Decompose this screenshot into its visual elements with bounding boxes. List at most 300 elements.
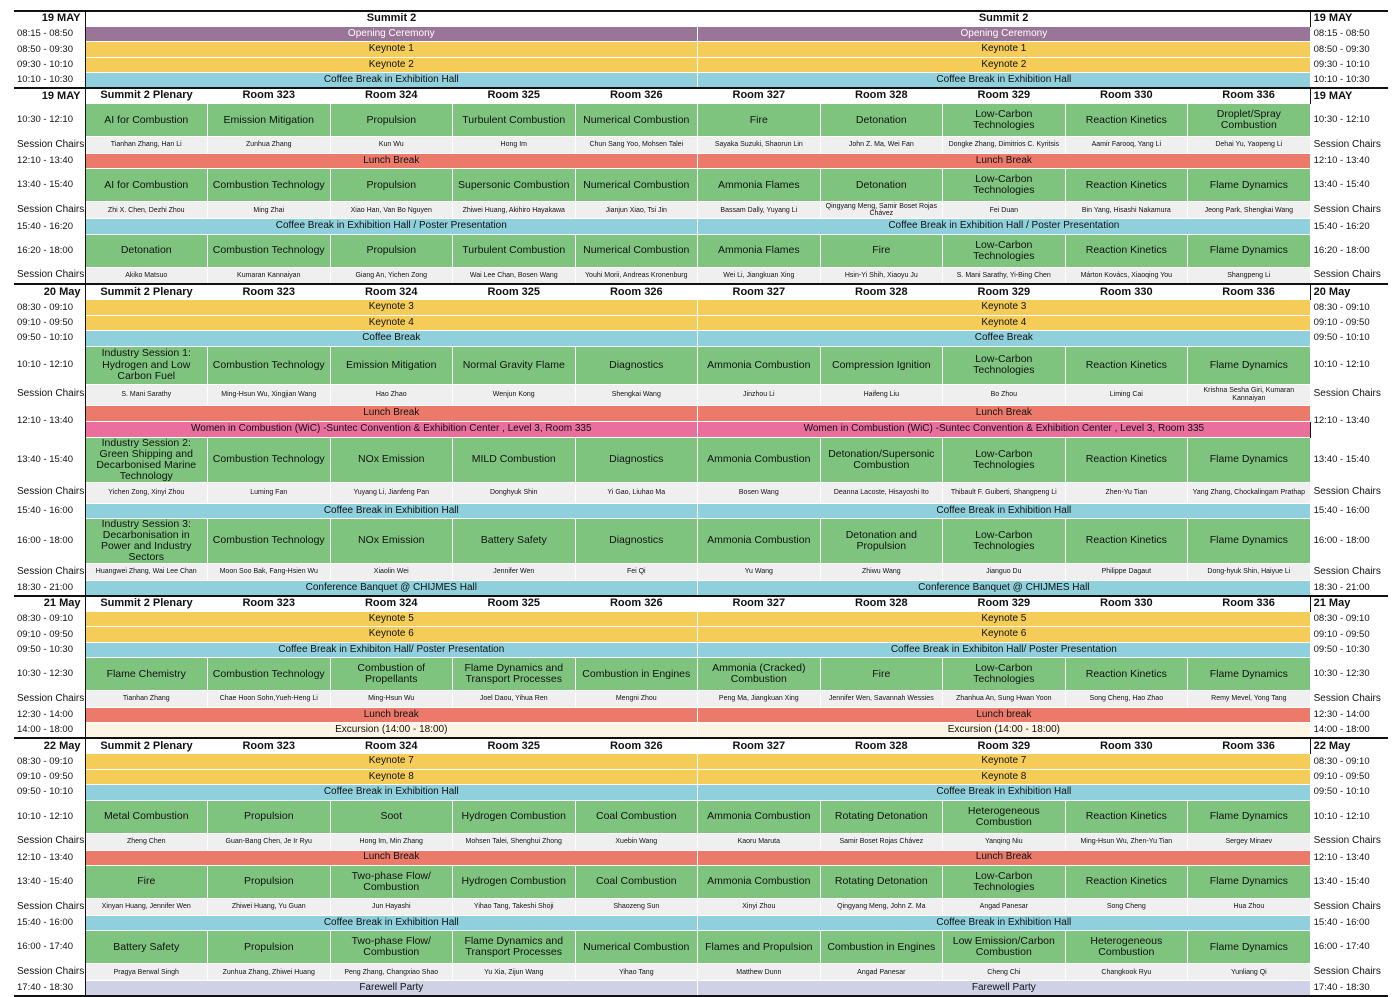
session-chairs-row xyxy=(14,267,1388,284)
session-cell[interactable]: Normal Gravity Flame xyxy=(453,346,576,384)
event-banner: Keynote 4 xyxy=(698,315,1311,330)
time-label-right: 12:10 - 13:40 xyxy=(1310,850,1388,865)
event-banner: Lunch break xyxy=(698,708,1311,723)
session-cell[interactable]: Numerical Combustion xyxy=(575,931,698,964)
time-label: 10:10 - 12:10 xyxy=(14,346,85,384)
session-cell[interactable]: NOx Emission xyxy=(330,518,453,563)
session-chair-names: Bo Zhou xyxy=(943,384,1066,405)
session-cell[interactable]: Emission Mitigation xyxy=(330,346,453,384)
time-label: 09:30 - 10:10 xyxy=(14,57,85,72)
session-chair-names: Kumaran Kannaiyan xyxy=(208,267,331,284)
time-label: Session Chairs xyxy=(14,964,85,981)
session-cell[interactable]: Hydrogen Combustion xyxy=(453,800,576,833)
event-banner: Keynote 8 xyxy=(85,769,698,784)
session-cell[interactable]: Ammonia Combustion xyxy=(698,518,821,563)
column-header: Room 325 xyxy=(453,284,576,300)
session-chair-names: Ming Zhai xyxy=(208,202,331,219)
session-cell[interactable]: Propulsion xyxy=(330,104,453,137)
time-label: Session Chairs xyxy=(14,691,85,708)
session-cell[interactable]: Industry Session 1: Hydrogen and Low Carbon Fuel xyxy=(85,346,208,384)
time-label: 10:10 - 12:10 xyxy=(14,800,85,833)
session-cell[interactable]: Ammonia Flames xyxy=(698,169,821,202)
time-label-right: 15:40 - 16:20 xyxy=(1310,219,1388,234)
session-cell[interactable]: Ammonia Combustion xyxy=(698,865,821,898)
time-label: 16:00 - 17:40 xyxy=(14,931,85,964)
session-cell[interactable]: Soot xyxy=(330,800,453,833)
session-chair-names: Sayaka Suzuki, Shaorun Lin xyxy=(698,137,821,154)
time-label-right: 08:15 - 08:50 xyxy=(1310,27,1388,42)
time-label: 09:50 - 10:30 xyxy=(14,642,85,657)
session-chair-names: Sergey Minaev xyxy=(1188,833,1311,850)
session-cell[interactable]: Low-Carbon Technologies xyxy=(943,437,1066,482)
session-cell[interactable]: Reaction Kinetics xyxy=(1065,346,1188,384)
session-chair-names: Tianhan Zhang xyxy=(85,691,208,708)
time-label-right: 18:30 - 21:00 xyxy=(1310,581,1388,596)
column-header: Room 328 xyxy=(820,596,943,612)
column-header: Room 329 xyxy=(943,284,1066,300)
session-chair-names: Matthew Dunn xyxy=(698,964,821,981)
session-chair-names: Jun Hayashi xyxy=(330,898,453,915)
time-label: Session Chairs xyxy=(14,482,85,503)
session-chair-names: Wenjun Kong xyxy=(453,384,576,405)
schedule-row xyxy=(14,785,1388,800)
session-cell[interactable]: Detonation xyxy=(85,234,208,267)
session-cell[interactable]: Ammonia Combustion xyxy=(698,437,821,482)
session-chair-names: Shangpeng Li xyxy=(1188,267,1311,284)
session-chair-names: Zhanhua An, Sung Hwan Yoon xyxy=(943,691,1066,708)
session-chair-names: Dehai Yu, Yaopeng Li xyxy=(1188,137,1311,154)
time-label-right: 08:50 - 09:30 xyxy=(1310,42,1388,57)
time-label: 09:50 - 10:10 xyxy=(14,785,85,800)
session-cell[interactable]: Two-phase Flow/ Combustion xyxy=(330,865,453,898)
schedule-row xyxy=(14,42,1388,57)
session-cell[interactable]: Flame Chemistry xyxy=(85,658,208,691)
event-banner: Keynote 5 xyxy=(698,611,1311,626)
time-label: 15:40 - 16:00 xyxy=(14,915,85,930)
event-banner: Lunch Break xyxy=(698,850,1311,865)
time-label: 13:40 - 15:40 xyxy=(14,169,85,202)
time-label: 14:00 - 18:00 xyxy=(14,723,85,738)
session-cell[interactable]: Reaction Kinetics xyxy=(1065,169,1188,202)
column-header: Room 329 xyxy=(943,88,1066,104)
time-label: 16:00 - 18:00 xyxy=(14,518,85,563)
session-chair-names: Kun Wu xyxy=(330,137,453,154)
time-label-right: 16:00 - 18:00 xyxy=(1310,518,1388,563)
session-cell[interactable]: Low-Carbon Technologies xyxy=(943,658,1066,691)
column-header: Summit 2 Plenary xyxy=(85,738,208,754)
session-cell[interactable]: Combustion in Engines xyxy=(820,931,943,964)
time-label: 08:50 - 09:30 xyxy=(14,42,85,57)
column-header: Room 325 xyxy=(453,738,576,754)
session-cell[interactable]: AI for Combustion xyxy=(85,169,208,202)
session-cell[interactable]: Heterogeneous Combustion xyxy=(1065,931,1188,964)
column-header: Room 336 xyxy=(1188,738,1311,754)
session-chair-names: Hong Im xyxy=(453,137,576,154)
session-cell[interactable]: Combustion Technology xyxy=(208,658,331,691)
session-cell[interactable]: Flame Dynamics xyxy=(1188,346,1311,384)
time-label: 13:40 - 15:40 xyxy=(14,437,85,482)
day-header-row xyxy=(14,88,1388,104)
session-cell[interactable]: Reaction Kinetics xyxy=(1065,104,1188,137)
time-label-right: 16:00 - 17:40 xyxy=(1310,931,1388,964)
session-cell[interactable]: Flame Dynamics xyxy=(1188,234,1311,267)
time-label-right: 13:40 - 15:40 xyxy=(1310,865,1388,898)
session-chair-names: Angad Panesar xyxy=(820,964,943,981)
time-label-right: 14:00 - 18:00 xyxy=(1310,723,1388,738)
summit-header: Summit 2 xyxy=(366,12,417,25)
session-cell[interactable]: Flames and Propulsion xyxy=(698,931,821,964)
session-cell[interactable]: Flame Dynamics xyxy=(1188,800,1311,833)
lunch-banner: Lunch Break xyxy=(85,405,698,421)
session-cell[interactable]: Combustion Technology xyxy=(208,437,331,482)
session-chair-names: Aamir Farooq, Yang Li xyxy=(1065,137,1188,154)
session-chair-names: Wei Li, Jiangkuan Xing xyxy=(698,267,821,284)
time-label-right: Session Chairs xyxy=(1310,964,1388,981)
time-label-right: Session Chairs xyxy=(1310,202,1388,219)
session-chair-names: Yu Xia, Zijun Wang xyxy=(453,964,576,981)
schedule-row xyxy=(14,915,1388,930)
session-cell[interactable]: Detonation/Supersonic Combustion xyxy=(820,437,943,482)
schedule-row xyxy=(14,769,1388,784)
time-label-right: 12:10 - 13:40 xyxy=(1310,154,1388,169)
session-chairs-row xyxy=(14,691,1388,708)
time-label: 18:30 - 21:00 xyxy=(14,581,85,596)
session-cell[interactable]: Propulsion xyxy=(330,169,453,202)
session-cell[interactable]: Ammonia Combustion xyxy=(698,800,821,833)
session-cell[interactable]: Detonation xyxy=(820,104,943,137)
session-chair-names: Yi Gao, Liuhao Ma xyxy=(575,482,698,503)
session-chair-names: Angad Panesar xyxy=(943,898,1066,915)
event-banner: Keynote 2 xyxy=(698,57,1311,72)
session-cell[interactable]: Hydrogen Combustion xyxy=(453,865,576,898)
time-label-right: 13:40 - 15:40 xyxy=(1310,169,1388,202)
event-banner: Coffee Break in Exhibition Hall xyxy=(85,73,698,88)
column-header: Room 327 xyxy=(698,738,821,754)
column-header: Summit 2 Plenary xyxy=(85,88,208,104)
time-label-right: 10:10 - 10:30 xyxy=(1310,73,1388,88)
session-cell[interactable]: Droplet/Spray Combustion xyxy=(1188,104,1311,137)
event-banner: Coffee Break in Exhibition Hall xyxy=(85,503,698,518)
day-label: 21 May xyxy=(14,596,85,612)
session-chair-names: Kaoru Maruta xyxy=(698,833,821,850)
session-chair-names: Haifeng Liu xyxy=(820,384,943,405)
time-label: 09:10 - 09:50 xyxy=(14,769,85,784)
session-cell[interactable]: Supersonic Combustion xyxy=(453,169,576,202)
event-banner: Coffee Break in Exhibition Hall xyxy=(85,915,698,930)
session-cell[interactable]: Coal Combustion xyxy=(575,865,698,898)
time-label-right: 08:30 - 09:10 xyxy=(1310,754,1388,769)
session-cell[interactable]: Low-Carbon Technologies xyxy=(943,518,1066,563)
event-banner: Keynote 5 xyxy=(85,611,698,626)
column-header: Room 330 xyxy=(1065,738,1188,754)
session-chair-names: Cheng Chi xyxy=(943,964,1066,981)
time-label: 15:40 - 16:00 xyxy=(14,503,85,518)
session-cell[interactable]: Fire xyxy=(85,865,208,898)
session-cell[interactable]: Diagnostics xyxy=(575,346,698,384)
session-cell[interactable]: Propulsion xyxy=(208,931,331,964)
time-label: 16:20 - 18:00 xyxy=(14,234,85,267)
time-label-right: 12:10 - 13:40 xyxy=(1310,405,1388,437)
session-cell[interactable]: Flame Dynamics xyxy=(1188,169,1311,202)
session-cell[interactable]: Turbulent Combustion xyxy=(453,234,576,267)
schedule-row xyxy=(14,346,1388,384)
session-chair-names: Zhiwei Huang, Akihiro Hayakawa xyxy=(453,202,576,219)
event-banner: Coffee Break xyxy=(698,331,1311,346)
session-chair-names: Hao Zhao xyxy=(330,384,453,405)
column-header: Room 323 xyxy=(208,596,331,612)
schedule-row xyxy=(14,169,1388,202)
session-chair-names: Deanna Lacoste, Hisayoshi Ito xyxy=(820,482,943,503)
session-chair-names: Zhen-Yu Tian xyxy=(1065,482,1188,503)
column-header: Room 323 xyxy=(208,738,331,754)
session-cell[interactable]: Detonation xyxy=(820,169,943,202)
schedule-row xyxy=(14,300,1388,315)
session-chair-names: Tianhan Zhang, Han Li xyxy=(85,137,208,154)
schedule-row xyxy=(14,219,1388,234)
column-header: Room 324 xyxy=(330,284,453,300)
session-cell[interactable]: Flame Dynamics xyxy=(1188,931,1311,964)
session-cell[interactable]: Metal Combustion xyxy=(85,800,208,833)
time-label-right: Session Chairs xyxy=(1310,691,1388,708)
session-cell[interactable]: Ammonia Combustion xyxy=(698,346,821,384)
schedule-row xyxy=(14,642,1388,657)
session-chair-names: Yihao Tang, Takeshi Shoji xyxy=(453,898,576,915)
session-cell[interactable]: Propulsion xyxy=(208,865,331,898)
event-banner: Lunch Break xyxy=(698,154,1311,169)
session-cell[interactable]: Ammonia Flames xyxy=(698,234,821,267)
time-label: Session Chairs xyxy=(14,564,85,581)
schedule-row xyxy=(14,234,1388,267)
column-header: Room 336 xyxy=(1188,88,1311,104)
event-banner: Keynote 7 xyxy=(698,754,1311,769)
session-cell[interactable]: Emission Mitigation xyxy=(208,104,331,137)
session-cell[interactable]: Compression Ignition xyxy=(820,346,943,384)
time-label-right: Session Chairs xyxy=(1310,267,1388,284)
session-cell[interactable]: Reaction Kinetics xyxy=(1065,234,1188,267)
time-label: 10:30 - 12:30 xyxy=(14,658,85,691)
session-cell[interactable]: Combustion Technology xyxy=(208,169,331,202)
session-chair-names: Hsin-Yi Shih, Xiaoyu Ju xyxy=(820,267,943,284)
session-chair-names: Krishna Sesha Giri, Kumaran Kannaiyan xyxy=(1188,384,1311,405)
session-cell[interactable]: Fire xyxy=(820,234,943,267)
time-label: Session Chairs xyxy=(14,267,85,284)
session-chairs-row xyxy=(14,564,1388,581)
schedule-row xyxy=(14,723,1388,738)
wic-row xyxy=(14,421,1388,437)
schedule-row xyxy=(14,754,1388,769)
session-chair-names: Márton Kovács, Xiaoqing You xyxy=(1065,267,1188,284)
session-cell[interactable]: Numerical Combustion xyxy=(575,104,698,137)
summit-header: Summit 2 xyxy=(978,12,1029,25)
session-cell[interactable]: Reaction Kinetics xyxy=(1065,518,1188,563)
time-label: Session Chairs xyxy=(14,898,85,915)
session-cell[interactable]: Diagnostics xyxy=(575,437,698,482)
event-banner: Lunch break xyxy=(85,708,698,723)
time-label-right: 10:30 - 12:30 xyxy=(1310,658,1388,691)
time-label-right: 08:30 - 09:10 xyxy=(1310,611,1388,626)
session-cell[interactable]: Low-Carbon Technologies xyxy=(943,865,1066,898)
session-cell[interactable]: Rotating Detonation xyxy=(820,800,943,833)
session-chair-names: Chun Sang Yoo, Mohsen Talei xyxy=(575,137,698,154)
session-cell[interactable]: Low-Carbon Technologies xyxy=(943,346,1066,384)
event-banner: Lunch Break xyxy=(85,154,698,169)
session-chair-names: Yang Zhang, Chockalingam Prathap xyxy=(1188,482,1311,503)
session-cell[interactable]: Fire xyxy=(698,104,821,137)
time-label: 12:10 - 13:40 xyxy=(14,405,85,437)
event-banner: Keynote 1 xyxy=(85,42,698,57)
day-header-row xyxy=(14,11,1388,27)
column-header: Room 325 xyxy=(453,596,576,612)
time-label: 08:30 - 09:10 xyxy=(14,300,85,315)
session-cell[interactable]: Diagnostics xyxy=(575,518,698,563)
event-banner: Excursion (14:00 - 18:00) xyxy=(85,723,698,738)
session-cell[interactable]: Industry Session 2: Green Shipping and Decarbonised Marine Technology xyxy=(85,437,208,482)
event-banner: Excursion (14:00 - 18:00) xyxy=(698,723,1311,738)
session-cell[interactable]: NOx Emission xyxy=(330,437,453,482)
schedule-row xyxy=(14,581,1388,596)
session-chair-names: Mohsen Talei, Shenghui Zhong xyxy=(453,833,576,850)
time-label-right: 09:10 - 09:50 xyxy=(1310,315,1388,330)
event-banner: Coffee Break in Exhibition Hall xyxy=(698,785,1311,800)
session-cell[interactable]: Flame Dynamics xyxy=(1188,518,1311,563)
session-chair-names: Giang An, Yichen Zong xyxy=(330,267,453,284)
session-cell[interactable]: Ammonia (Cracked) Combustion xyxy=(698,658,821,691)
schedule-row xyxy=(14,331,1388,346)
conference-schedule-table xyxy=(14,10,1388,997)
time-label: Session Chairs xyxy=(14,202,85,219)
session-cell[interactable]: MILD Combustion xyxy=(453,437,576,482)
session-cell[interactable]: Flame Dynamics and Transport Processes xyxy=(453,658,576,691)
event-banner: Coffee Break in Exhibition Hall xyxy=(698,915,1311,930)
session-chairs-row xyxy=(14,964,1388,981)
session-cell[interactable]: Turbulent Combustion xyxy=(453,104,576,137)
time-label: Session Chairs xyxy=(14,137,85,154)
schedule-row xyxy=(14,405,1388,421)
session-cell[interactable]: Flame Dynamics xyxy=(1188,437,1311,482)
session-cell[interactable]: Flame Dynamics xyxy=(1188,865,1311,898)
session-cell[interactable]: Numerical Combustion xyxy=(575,234,698,267)
session-chair-names: Yunliang Qi xyxy=(1188,964,1311,981)
session-cell[interactable]: Combustion Technology xyxy=(208,234,331,267)
session-cell[interactable]: Detonation and Propulsion xyxy=(820,518,943,563)
session-cell[interactable]: Propulsion xyxy=(208,800,331,833)
session-cell[interactable]: Combustion in Engines xyxy=(575,658,698,691)
schedule-row xyxy=(14,708,1388,723)
schedule-row xyxy=(14,104,1388,137)
session-chair-names: Qingyang Meng, John Z. Ma xyxy=(820,898,943,915)
column-header: Room 324 xyxy=(330,88,453,104)
schedule-row xyxy=(14,627,1388,642)
schedule-row xyxy=(14,658,1388,691)
session-chair-names: Peng Ma, Jiangkuan Xing xyxy=(698,691,821,708)
session-cell[interactable]: Battery Safety xyxy=(453,518,576,563)
column-header: Room 328 xyxy=(820,88,943,104)
session-chair-names: Jianjun Xiao, Tsi Jin xyxy=(575,202,698,219)
day-label-right: 19 MAY xyxy=(1310,11,1388,27)
schedule-row xyxy=(14,57,1388,72)
event-banner: Conference Banquet @ CHIJMES Hall xyxy=(85,581,698,596)
session-cell[interactable]: Fire xyxy=(820,658,943,691)
event-banner: Coffee Break in Exhibiton Hall/ Poster Presentation xyxy=(85,642,698,657)
session-cell[interactable]: Rotating Detonation xyxy=(820,865,943,898)
session-cell[interactable]: Industry Session 3: Decarbonisation in Power and Industry Sectors xyxy=(85,518,208,563)
session-cell[interactable]: Combustion of Propellants xyxy=(330,658,453,691)
session-cell[interactable]: Low-Carbon Technologies xyxy=(943,169,1066,202)
session-chair-names: Remy Mevel, Yong Tang xyxy=(1188,691,1311,708)
session-cell[interactable]: Flame Dynamics and Transport Processes xyxy=(453,931,576,964)
session-chair-names: Ming-Hsun Wu, Xingjian Wang xyxy=(208,384,331,405)
session-chair-names: Jennifer Wen xyxy=(453,564,576,581)
session-cell[interactable]: Reaction Kinetics xyxy=(1065,437,1188,482)
session-cell[interactable]: Two-phase Flow/ Combustion xyxy=(330,931,453,964)
session-chair-names: Wai Lee Chan, Bosen Wang xyxy=(453,267,576,284)
time-label: 08:30 - 09:10 xyxy=(14,754,85,769)
session-chair-names: Zhi X. Chen, Dezhi Zhou xyxy=(85,202,208,219)
column-header: Room 336 xyxy=(1188,284,1311,300)
time-label: 15:40 - 16:20 xyxy=(14,219,85,234)
event-banner: Coffee Break in Exhibiton Hall/ Poster Presentation xyxy=(698,642,1311,657)
time-label: 12:10 - 13:40 xyxy=(14,850,85,865)
session-cell[interactable]: AI for Combustion xyxy=(85,104,208,137)
session-cell[interactable]: Low-Carbon Technologies xyxy=(943,104,1066,137)
session-cell[interactable]: Battery Safety xyxy=(85,931,208,964)
session-cell[interactable]: Reaction Kinetics xyxy=(1065,800,1188,833)
session-cell[interactable]: Reaction Kinetics xyxy=(1065,865,1188,898)
session-chair-names: Zhiwei Huang, Yu Guan xyxy=(208,898,331,915)
session-chair-names: Akiko Matsuo xyxy=(85,267,208,284)
schedule-row xyxy=(14,865,1388,898)
time-label-right: Session Chairs xyxy=(1310,833,1388,850)
session-cell[interactable]: Coal Combustion xyxy=(575,800,698,833)
session-chair-names: Dongke Zhang, Dimitrios C. Kyritsis xyxy=(943,137,1066,154)
session-chair-names: Thibault F. Guiberti, Shangpeng Li xyxy=(943,482,1066,503)
session-chair-names: Chae Hoon Sohn,Yueh-Heng Li xyxy=(208,691,331,708)
time-label: Session Chairs xyxy=(14,833,85,850)
session-cell[interactable]: Low-Carbon Technologies xyxy=(943,234,1066,267)
time-label-right: 10:30 - 12:10 xyxy=(1310,104,1388,137)
session-chair-names: Dong-hyuk Shin, Haiyue Li xyxy=(1188,564,1311,581)
time-label-right: 09:10 - 09:50 xyxy=(1310,769,1388,784)
session-cell[interactable]: Low Emission/Carbon Combustion xyxy=(943,931,1066,964)
event-banner: Coffee Break in Exhibition Hall / Poster Presentation xyxy=(698,219,1311,234)
time-label-right: 08:30 - 09:10 xyxy=(1310,300,1388,315)
session-cell[interactable]: Propulsion xyxy=(330,234,453,267)
session-chair-names: Moon Soo Bak, Fang-Hsien Wu xyxy=(208,564,331,581)
session-chair-names: Jennifer Wen, Savannah Wessies xyxy=(820,691,943,708)
time-label-right: Session Chairs xyxy=(1310,482,1388,503)
session-cell[interactable]: Combustion Technology xyxy=(208,518,331,563)
session-chair-names: Youhi Morii, Andreas Kronenburg xyxy=(575,267,698,284)
session-cell[interactable]: Numerical Combustion xyxy=(575,169,698,202)
session-cell[interactable]: Reaction Kinetics xyxy=(1065,658,1188,691)
time-label-right: 09:50 - 10:30 xyxy=(1310,642,1388,657)
time-label: 17:40 - 18:30 xyxy=(14,981,85,996)
session-cell[interactable]: Flame Dynamics xyxy=(1188,658,1311,691)
time-label: 09:50 - 10:10 xyxy=(14,331,85,346)
day-label: 22 May xyxy=(14,738,85,754)
event-banner: Opening Ceremony xyxy=(698,27,1311,42)
event-banner: Keynote 7 xyxy=(85,754,698,769)
day-label-right: 22 May xyxy=(1310,738,1388,754)
session-chair-names: Xiao Han, Van Bo Nguyen xyxy=(330,202,453,219)
session-cell[interactable]: Heterogeneous Combustion xyxy=(943,800,1066,833)
session-cell[interactable]: Combustion Technology xyxy=(208,346,331,384)
time-label: 08:15 - 08:50 xyxy=(14,27,85,42)
session-chair-names: Yichen Zong, Xinyi Zhou xyxy=(85,482,208,503)
session-chair-names: Bassam Dally, Yuyang Li xyxy=(698,202,821,219)
event-banner: Coffee Break in Exhibition Hall / Poster Presentation xyxy=(85,219,698,234)
time-label-right: 13:40 - 15:40 xyxy=(1310,437,1388,482)
